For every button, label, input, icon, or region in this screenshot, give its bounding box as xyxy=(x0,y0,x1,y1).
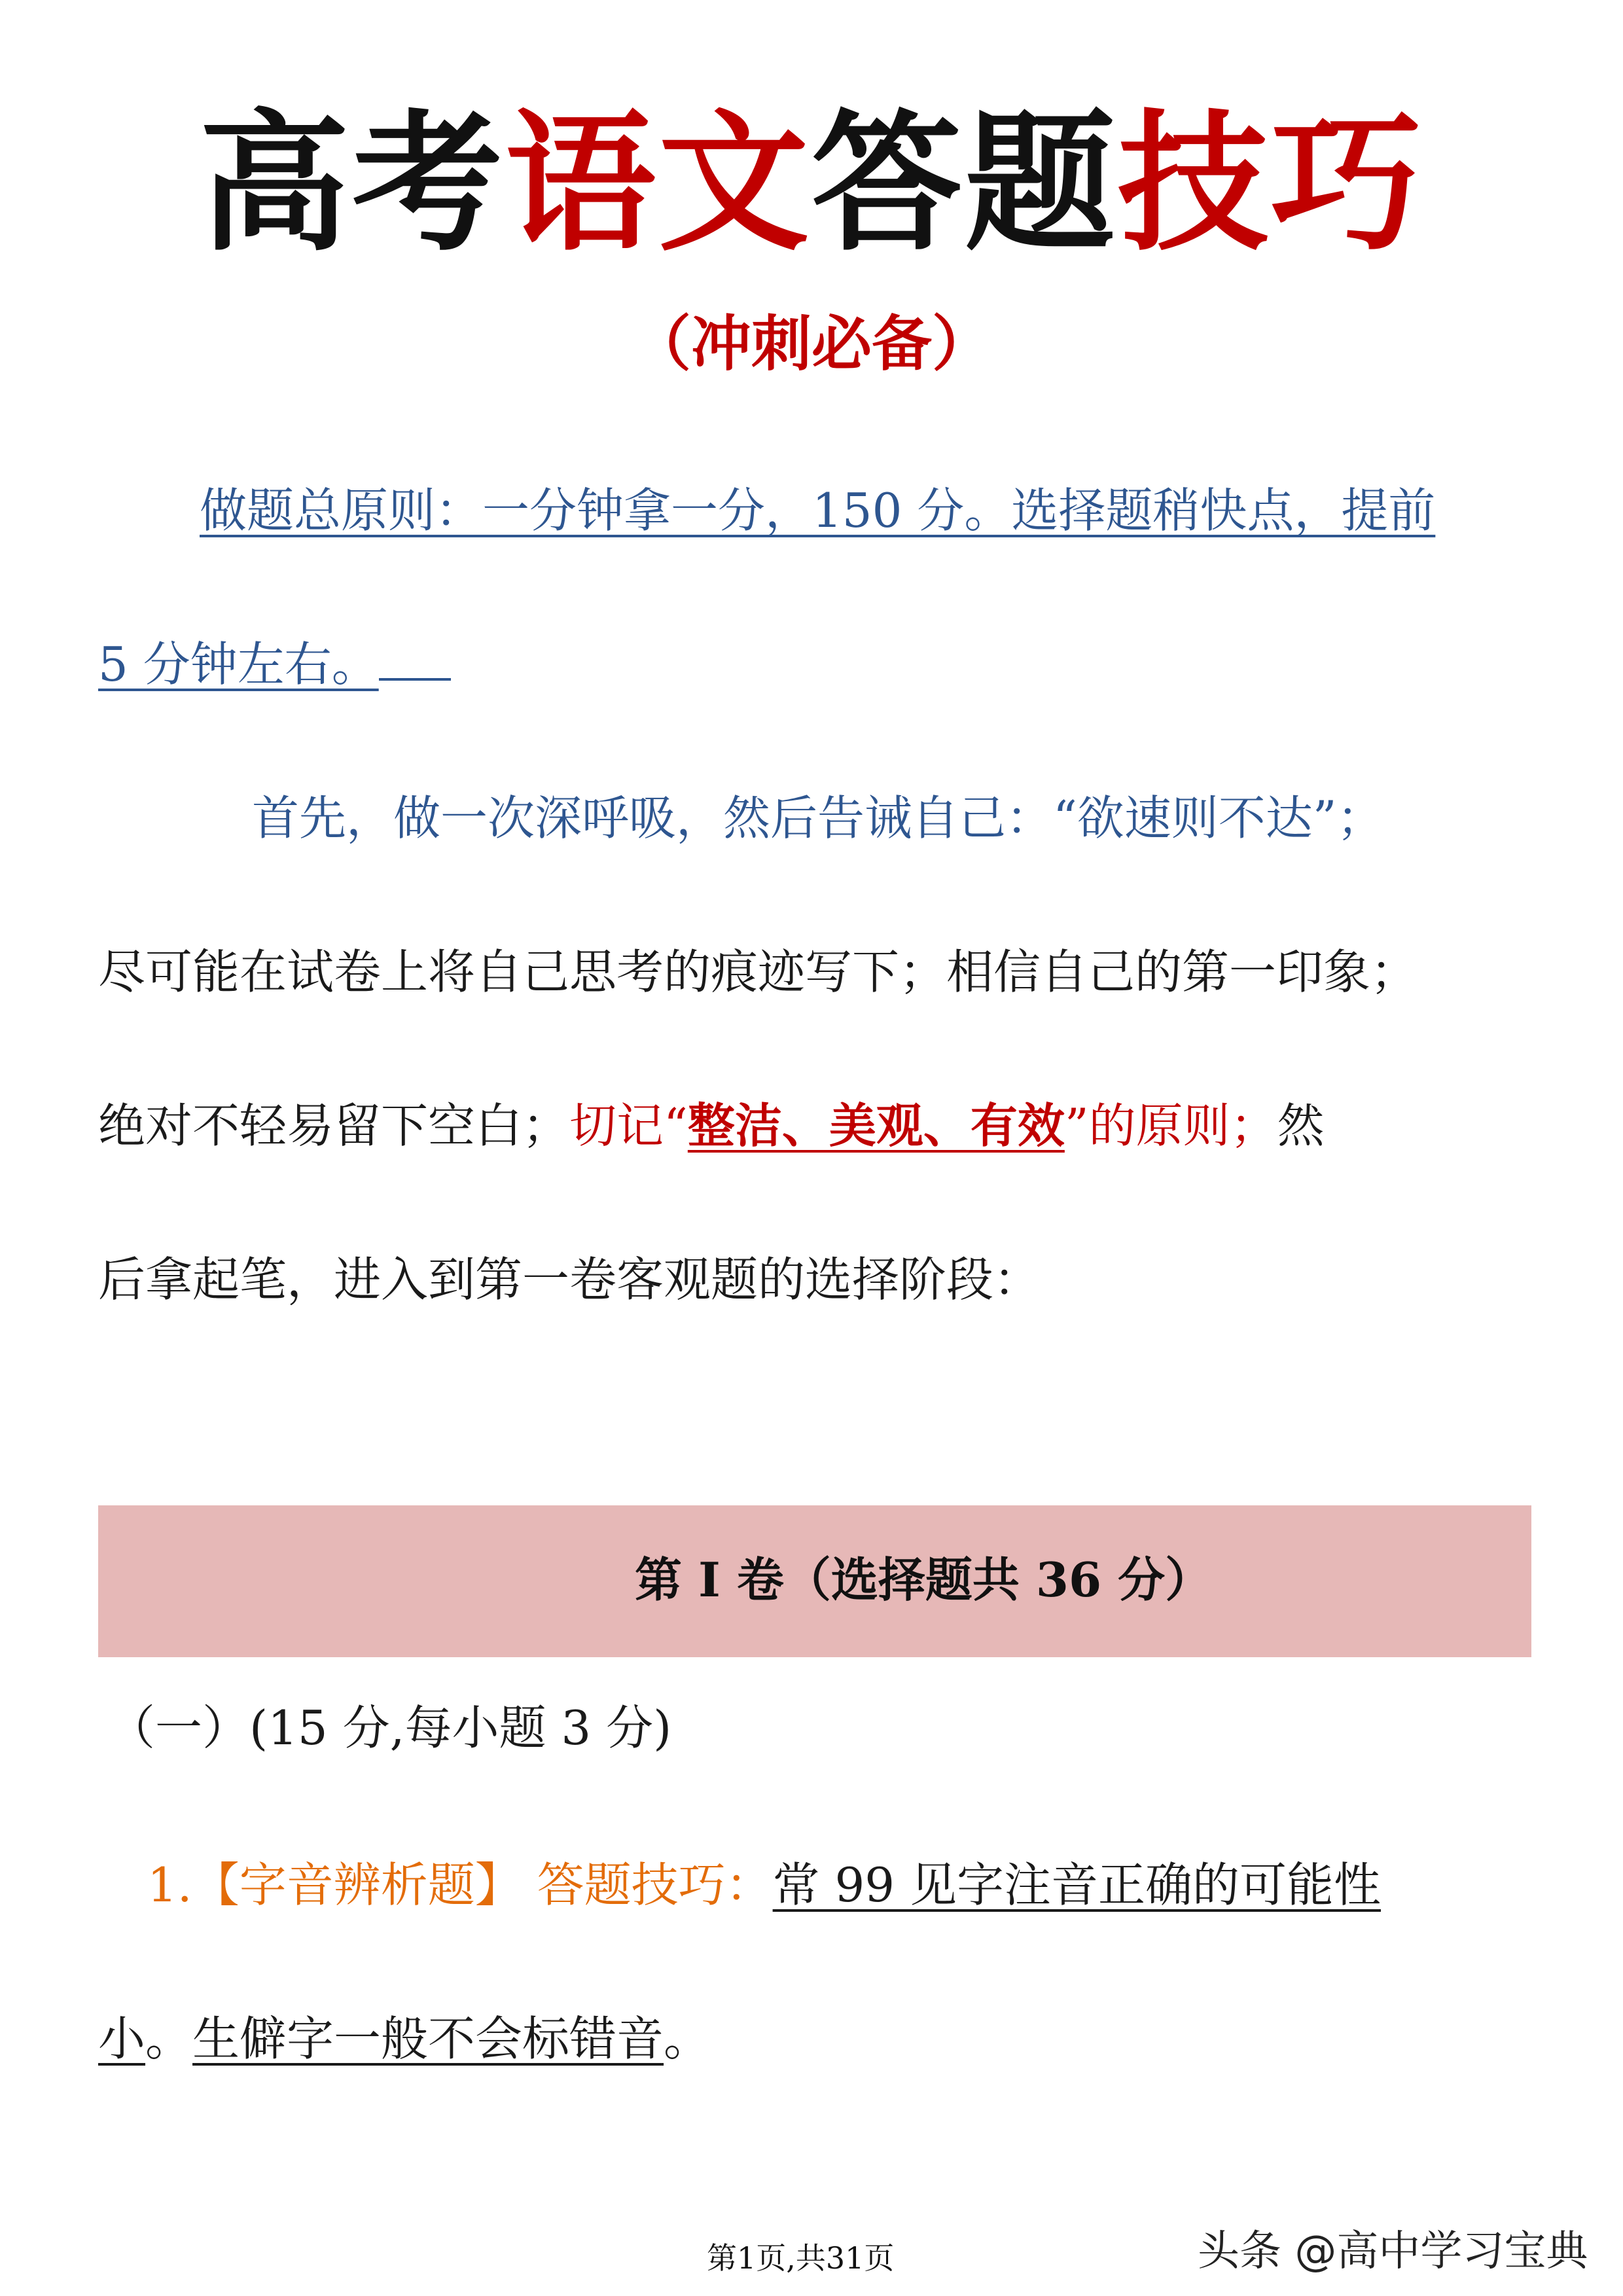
intro-line-3 xyxy=(98,1093,1531,1158)
item-1-text-3: 生僻字一般不会标错音 xyxy=(192,2011,664,2066)
item-1-line-1 xyxy=(147,1852,1531,1918)
item-1-line-2 xyxy=(98,2006,1531,2072)
principle-line-1 xyxy=(200,478,1531,543)
title-part-3: 答题 xyxy=(812,95,1118,272)
title-part-2: 语文 xyxy=(505,95,812,272)
intro-line-3-suffix: 然 xyxy=(1277,1098,1325,1153)
intro-line-3-prefix: 绝对不轻易留下空白； xyxy=(98,1098,570,1153)
item-1-end: 。 xyxy=(664,2011,711,2066)
item-1-text-2: 小 xyxy=(98,2011,146,2066)
intro-line-3-red-suffix: ”的原则； xyxy=(1064,1098,1277,1153)
title-part-4: 技巧 xyxy=(1118,95,1425,272)
item-1-label: 1.【字音辨析题】 答题技巧： xyxy=(147,1857,773,1912)
underline-filler xyxy=(379,639,451,681)
principle-text-2: 5 分钟左右。 xyxy=(98,637,379,692)
section-banner-text: 第 I 卷（选择题共 36 分） xyxy=(635,1552,1213,1607)
item-1-text-1: 常 99 见字注音正确的可能性 xyxy=(772,1857,1381,1912)
principle-line-2 xyxy=(98,632,1531,697)
page-number: 第1页,共31页 xyxy=(707,2240,895,2276)
subsection-heading: （一）(15 分,每小题 3 分) xyxy=(108,1700,672,1755)
page-title xyxy=(0,95,1623,272)
item-1-sep: 。 xyxy=(145,2011,193,2066)
watermark: 头条 @高中学习宝典 xyxy=(1198,2227,1588,2276)
intro-line-2: 尽可能在试卷上将自己思考的痕迹写下；相信自己的第一印象； xyxy=(98,944,1418,999)
title-part-1: 高考 xyxy=(198,95,505,272)
intro-line-4: 后拿起笔，进入到第一卷客观题的选择阶段： xyxy=(98,1252,1041,1307)
emphasis-text: 整洁、美观、有效 xyxy=(687,1098,1065,1153)
intro-line-1: 首先，做一次深呼吸，然后告诫自己：“欲速则不达”； xyxy=(252,791,1384,846)
principle-text-1: 做题总原则：一分钟拿一分，150 分。选择题稍快点，提前 xyxy=(200,483,1436,538)
page-subtitle: （冲刺必备） xyxy=(630,308,992,379)
intro-line-3-red-prefix: 切记“ xyxy=(569,1098,688,1153)
section-banner xyxy=(98,1505,1531,1657)
